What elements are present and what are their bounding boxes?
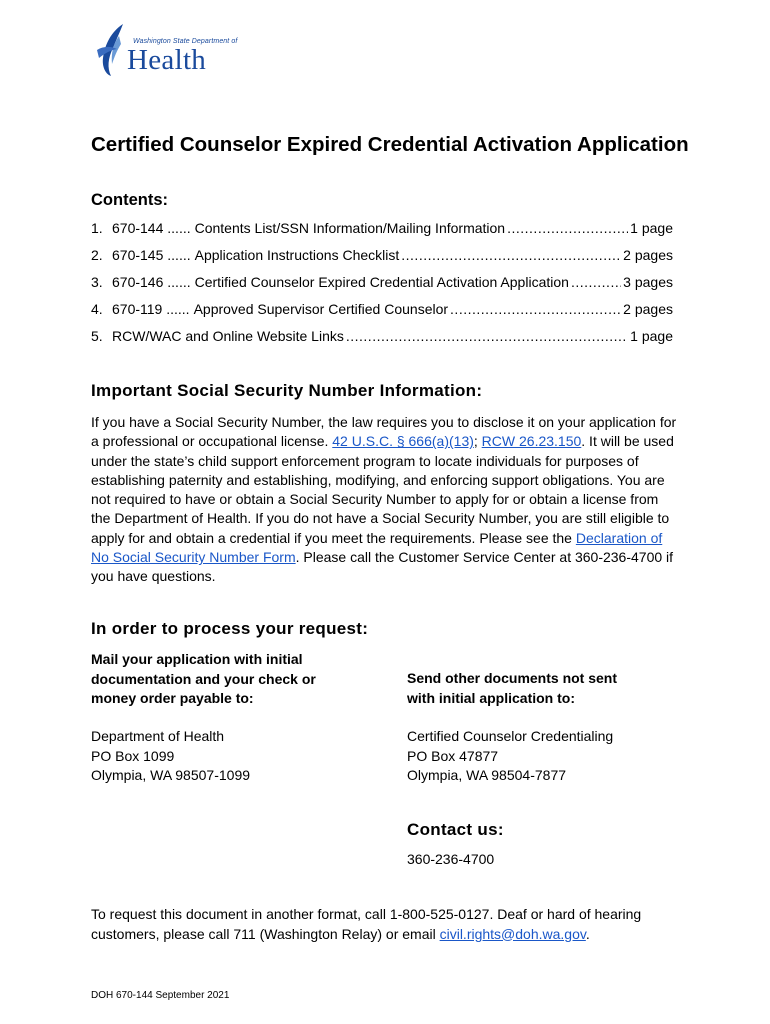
ssn-text-3: . Please call the Customer Service Center at 360-236-4700 if you have questions. (91, 549, 674, 585)
item-number: 1. (91, 220, 103, 236)
doh-logo (93, 22, 238, 78)
contact-phone: 360-236-4700 (407, 851, 495, 867)
item-number: 5. (91, 328, 103, 344)
page-count: 2 pages (623, 247, 673, 263)
address-line: Olympia, WA 98504-7877 (407, 767, 567, 783)
ssn-paragraph (91, 413, 681, 587)
form-code: 670-119 ...... (112, 301, 190, 317)
ssn-heading: Important Social Security Number Information: (91, 381, 483, 400)
leader-dots (346, 328, 628, 344)
usc-link[interactable]: 42 U.S.C. § 666(a)(13) (332, 433, 474, 450)
page-count: 3 pages (623, 274, 673, 290)
form-footer-code: DOH 670-144 September 2021 (91, 990, 230, 1001)
address-line: Department of Health (91, 728, 225, 744)
contents-heading: Contents: (91, 191, 168, 209)
list-item (91, 247, 673, 274)
leader-dots (450, 301, 621, 317)
address-line: PO Box 1099 (91, 747, 175, 764)
item-number: 3. (91, 274, 103, 290)
leader-dots (571, 274, 621, 290)
leader-dots (507, 220, 628, 236)
address-line: PO Box 47877 (407, 747, 499, 764)
list-item (91, 301, 673, 328)
document-title: Certified Counselor Expired Credential Activation Application (91, 133, 689, 156)
leader-dots (401, 247, 621, 263)
address-line: Certified Counselor Credentialing (407, 728, 614, 744)
ssn-text-1: If you have a Social Security Number, the law requires you to disclose it on your application for a professional or occupational license. (91, 414, 677, 450)
rcw-link[interactable]: RCW 26.23.150 (481, 433, 582, 450)
accessibility-text: To request this document in another format, call 1-800-525-0127. Deaf or hard of hearing customers, please call 711 (Washington Relay) or email (91, 906, 642, 942)
list-item (91, 220, 673, 247)
item-text: Contents List/SSN Information/Mailing Information (194, 220, 506, 236)
page-count: 1 page (630, 328, 673, 344)
logo-tagline: Washington State Department of (133, 38, 238, 45)
documents-address (407, 727, 613, 786)
list-item (91, 274, 673, 301)
page-count: 2 pages (623, 301, 673, 317)
item-number: 4. (91, 301, 103, 317)
mail-instructions: Mail your application with initial documentation and your check or money order payable to: (91, 651, 316, 706)
accessibility-paragraph (91, 905, 651, 944)
item-text: Certified Counselor Expired Credential Activation Application (194, 274, 569, 290)
ssn-separator: ; (473, 433, 482, 450)
civil-rights-email-link[interactable]: civil.rights@doh.wa.gov (439, 925, 586, 942)
item-text: Application Instructions Checklist (194, 247, 400, 263)
form-code: 670-144 ...... (112, 220, 191, 236)
send-instructions: Send other documents not sent with initial application to: (407, 670, 618, 706)
no-ssn-declaration-link[interactable]: Declaration of No Social Security Number Form (91, 529, 663, 566)
address-line: Olympia, WA 98507-1099 (91, 767, 251, 783)
page-count: 1 page (630, 220, 673, 236)
accessibility-end: . (585, 925, 590, 942)
list-item (91, 328, 673, 355)
item-number: 2. (91, 247, 103, 263)
item-text: RCW/WAC and Online Website Links (112, 328, 344, 344)
contents-list (91, 220, 673, 355)
ssn-text-2: . It will be used under the state’s child support enforcement program to locate individuals for purposes of establishing paternity and establishing, modifying, and enforcing support obligations. You are not required to have or obtain a Social Security Number to apply for or obtain a license from the Department of Health. If you do not have a Social Security Number, you are still eligible to apply for and obtain a credential if you meet the requirements. Please see the (91, 433, 674, 546)
item-text: Approved Supervisor Certified Counselor (193, 301, 449, 317)
logo-wordmark: Health (127, 44, 207, 76)
form-code: 670-145 ...... (112, 247, 191, 263)
contact-heading: Contact us: (407, 820, 504, 839)
order-heading: In order to process your request: (91, 619, 369, 638)
form-code: 670-146 ...... (112, 274, 191, 290)
mailing-address (91, 727, 250, 786)
